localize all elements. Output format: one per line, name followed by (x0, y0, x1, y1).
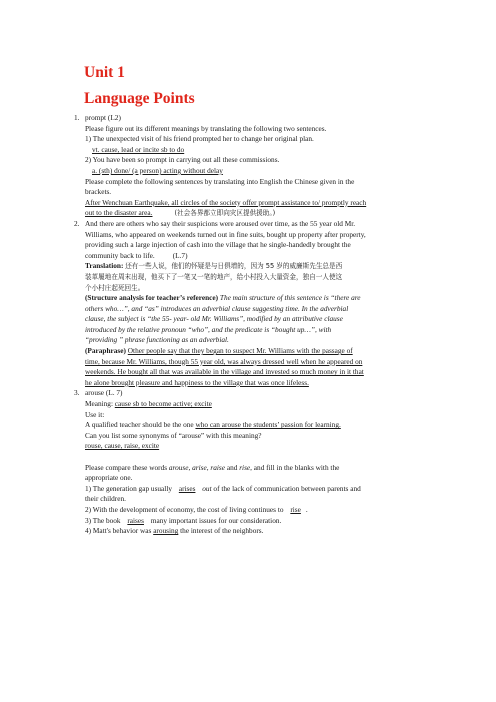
content-body (74, 113, 422, 537)
item-1-sentence-1: 1) The unexpected visit of his friend prompted her to change her original plan. (85, 134, 314, 144)
item-3-compare-2: appropriate one. (85, 473, 133, 483)
item-2-structure-5: “providing ” phrase functioning as an adverbial. (85, 335, 229, 345)
item-3-title: 3. arouse (L. 7) (74, 388, 123, 398)
unit-heading: Unit 1 (84, 64, 125, 81)
item-2-sentence-3: providing such a large injection of cash into the village that he single-handedly brought the (85, 240, 351, 250)
item-3-meaning: Meaning: cause sb to become active; excite (85, 399, 212, 409)
item-3-synonym-answer: rouse, cause, raise, excite (85, 441, 160, 451)
item-2-paraphrase-3: weekends. He bought all that was available in the village and invested so much money in it that (85, 367, 364, 377)
item-3-question-3: 3) The book raises many important issues for our consideration. (85, 515, 282, 525)
item-3-question-2: 2) With the development of economy, the cost of living continues to rise . (85, 504, 308, 514)
item-1-instruction-2b: brackets. (85, 187, 112, 197)
item-2-sentence-1: 2. And there are others who say their suspicions were aroused over time, as the 55 year old Mr. (74, 218, 356, 228)
item-2-structure-4: introduced by the relative pronoun “who”, and the predicate is “bought up…”, with (85, 324, 332, 334)
item-3-use-it: Use it: (85, 409, 105, 419)
item-2-paraphrase-4: he alone brought pleasure and happiness to the village that was once lifeless. (85, 377, 309, 387)
item-3-synonym-question: Can you list some synonyms of “arouse” with this meaning? (85, 430, 262, 440)
item-2-paraphrase-2: time, because Mr. Williams, though 55 year old, was always dressed well when he appeared on (85, 356, 363, 366)
item-3-answer-3: raises (127, 515, 144, 525)
item-2-translation-3: 个小村庄起死回生。 (85, 283, 145, 292)
item-1-translation-answer-1: After Wenchuan Earthquake, all circles of the society offer prompt assistance to/ promptly reach (85, 197, 367, 207)
item-2-sentence-4: community back to life. (L.7) (85, 250, 188, 260)
item-1-answer-1: vt. cause, lead or incite sb to do (92, 144, 185, 154)
item-3-answer-1: arises (178, 483, 196, 493)
item-1-instruction: Please figure out its different meanings by translating the following two sentences. (85, 123, 327, 133)
item-3-question-1b: their children. (85, 494, 126, 504)
item-3-use-sentence: A qualified teacher should be the one who can arouse the students’ passion for learning. (85, 420, 341, 430)
item-1-answer-2: a. (sth) done/ (a person) acting without delay (92, 165, 223, 175)
item-2-structure-1: (Structure analysis for teacher’s reference) The main structure of this sentence is “there are (85, 293, 361, 303)
item-1-translation-answer-2: out to the disaster area. (85, 208, 153, 218)
item-3-question-4: 4) Matt's behavior was arousing the interest of the neighbors. (85, 526, 264, 536)
item-2-structure-3: clause, the subject is “the 55- year- old Mr. Williams”, modified by an attributive clause (85, 314, 343, 324)
item-1-chinese-prompt: (社会各界都立即向灾区提供援助。) (174, 209, 276, 218)
item-2-sentence-2: Williams, who appeared on weekends turned out in fine suits, bought up property after property, (85, 229, 366, 239)
item-2-translation-2: 装革履地在周末出现，他买下了一笔又一笔的地产，给小村投入大量资金，独自一人使这 (85, 272, 343, 281)
item-2-translation: Translation: 还有一些人说，他们的怀疑是与日俱增的，因为 55 岁的威廉斯先生总是西 (85, 261, 343, 271)
item-2-structure-2: others who…”, and “as” introduces an adverbial clause suggesting time. In the adverbial (85, 303, 349, 313)
item-3-question-1: 1) The generation gap usually arises out of the lack of communication between parents and (85, 483, 361, 493)
language-points-heading: Language Points (84, 90, 195, 107)
item-3-answer-4: arousing (153, 526, 179, 536)
item-2-paraphrase-1: (Paraphrase) Other people say that they began to suspect Mr. Williams with the passage of (85, 346, 353, 356)
item-3-compare-1: Please compare these words arouse, arise, raise and rise, and fill in the blanks with the (85, 462, 340, 472)
item-3-answer-2: rise (290, 504, 301, 514)
item-1-sentence-2: 2) You have been so prompt in carrying out all these commissions. (85, 155, 280, 165)
item-1-title: 1. prompt (L2) (74, 113, 121, 122)
item-1-instruction-2a: Please complete the following sentences by translating into English the Chinese given in the (85, 176, 355, 186)
